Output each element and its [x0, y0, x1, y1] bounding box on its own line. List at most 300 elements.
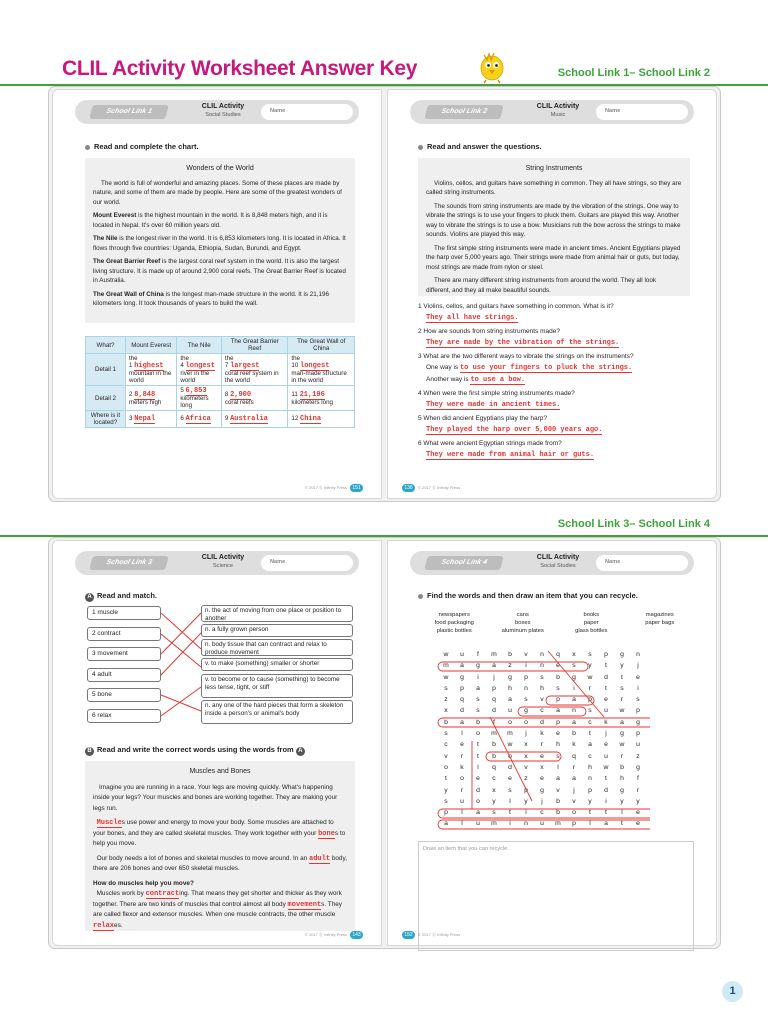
grid-letter[interactable]: l: [509, 797, 511, 805]
grid-letter[interactable]: e: [604, 741, 608, 749]
grid-letter[interactable]: b: [556, 809, 560, 817]
grid-letter[interactable]: t: [621, 673, 623, 681]
grid-letter[interactable]: z: [508, 662, 512, 670]
grid-letter[interactable]: t: [445, 775, 447, 783]
grid-letter[interactable]: m: [443, 662, 449, 670]
grid-letter[interactable]: c: [540, 809, 544, 817]
grid-letter[interactable]: p: [524, 673, 528, 681]
grid-letter[interactable]: a: [572, 696, 576, 704]
grid-letter[interactable]: p: [460, 684, 464, 692]
match-definition: v. to make (something) smaller or shorter: [201, 658, 353, 671]
grid-letter[interactable]: q: [556, 651, 560, 658]
grid-letter[interactable]: z: [444, 696, 448, 704]
grid-letter[interactable]: h: [508, 684, 512, 692]
grid-letter[interactable]: r: [620, 752, 624, 760]
match-word: 3 movement: [87, 647, 161, 661]
grid-letter[interactable]: l: [461, 730, 463, 738]
grid-letter[interactable]: n: [572, 707, 576, 715]
activity-label: CLIL Activity Science: [201, 554, 245, 569]
word-bank-item: aluminum plates: [501, 628, 544, 634]
grid-letter[interactable]: i: [525, 662, 527, 670]
grid-letter[interactable]: g: [620, 730, 624, 738]
grid-letter[interactable]: d: [476, 786, 480, 794]
grid-letter[interactable]: r: [460, 752, 464, 760]
grid-letter[interactable]: s: [476, 696, 480, 704]
section-a-ref-icon: A: [296, 747, 305, 756]
grid-letter[interactable]: b: [556, 797, 560, 805]
grid-letter[interactable]: t: [605, 684, 607, 692]
grid-letter[interactable]: s: [444, 730, 448, 738]
paragraph-bones: Our body needs a lot of bones and skeletal muscles to move around. In an adult body, there are 206 bones and over 650 skeletal muscles.: [93, 854, 347, 872]
grid-letter[interactable]: o: [476, 730, 480, 738]
grid-letter[interactable]: f: [477, 651, 479, 658]
chart-cell: 11 21,196 kilometers long: [288, 386, 355, 411]
grid-letter[interactable]: y: [492, 797, 496, 805]
grid-letter[interactable]: x: [444, 707, 448, 715]
word-bank-item: glass bottles: [575, 628, 608, 634]
grid-letter[interactable]: b: [572, 730, 576, 738]
paragraph: There are many different string instruments from around the world. They all look different, and they all make beautiful sounds.: [426, 277, 657, 294]
grid-letter[interactable]: i: [573, 684, 575, 692]
grid-letter[interactable]: y: [588, 662, 592, 670]
spread-3-4: [48, 537, 721, 949]
grid-letter[interactable]: s: [524, 696, 528, 704]
grid-letter[interactable]: c: [588, 752, 592, 760]
grid-letter[interactable]: n: [636, 651, 640, 658]
grid-letter[interactable]: i: [605, 797, 607, 805]
grid-letter[interactable]: e: [636, 673, 640, 681]
page-number: 143: [350, 931, 363, 939]
grid-letter[interactable]: t: [509, 809, 511, 817]
chick-mascot-icon: [474, 46, 510, 84]
grid-letter[interactable]: k: [572, 741, 576, 749]
name-field[interactable]: Name: [261, 104, 353, 120]
name-field[interactable]: Name: [261, 555, 353, 571]
grid-letter[interactable]: p: [572, 820, 576, 828]
paragraph: Violins, cellos, and guitars have something in common. They all have strings, so they are called string instruments.: [426, 179, 682, 196]
grid-letter[interactable]: y: [620, 797, 624, 805]
word-bank-item: [626, 627, 695, 635]
chart-cell: the 10 longest man-made structure in the world: [288, 354, 355, 386]
grid-letter[interactable]: y: [620, 662, 624, 670]
grid-letter[interactable]: o: [508, 718, 512, 726]
grid-letter[interactable]: d: [540, 718, 544, 726]
grid-letter[interactable]: a: [604, 820, 608, 828]
chart-row-detail-1: [86, 354, 355, 386]
grid-letter[interactable]: a: [556, 707, 560, 715]
grid-letter[interactable]: h: [556, 741, 560, 749]
grid-letter[interactable]: m: [491, 730, 497, 738]
grid-letter[interactable]: w: [603, 763, 609, 771]
grid-letter[interactable]: s: [556, 684, 560, 692]
grid-letter[interactable]: s: [540, 673, 544, 681]
chart-answer: highest: [134, 362, 164, 370]
grid-letter[interactable]: l: [557, 763, 559, 771]
word-bank-item: food packaging: [434, 620, 474, 626]
grid-letter[interactable]: g: [620, 651, 624, 658]
grid-letter[interactable]: u: [604, 752, 608, 760]
grid-letter[interactable]: i: [509, 820, 511, 828]
chart-cell: 8 2,900 coral reefs: [221, 386, 288, 411]
grid-letter[interactable]: p: [444, 809, 448, 817]
page-header: [75, 551, 359, 575]
grid-letter[interactable]: j: [525, 730, 527, 738]
paragraph: The sounds from string instruments are made by the vibration of the strings. One way to vibrate the strings is to use your fingers to pluck them. Guitars are played this way. Another way to vibrate the strings is to use a bow. Musicians rub the bow across the strings to make sounds. Violins are played this way.: [426, 202, 681, 238]
grid-letter[interactable]: z: [636, 752, 640, 760]
question-4: 4 When were the first simple string instruments made? They were made in ancient times.: [418, 390, 575, 409]
drawing-area[interactable]: Draw an item that you can recycle.: [418, 841, 694, 951]
chart-answer: Australia: [230, 415, 268, 423]
chart-answer: 8,848: [134, 390, 156, 399]
word-search-circles: [436, 649, 650, 833]
grid-letter[interactable]: a: [492, 662, 496, 670]
grid-letter[interactable]: q: [492, 696, 496, 704]
grid-letter[interactable]: p: [588, 786, 592, 794]
grid-letter[interactable]: e: [460, 741, 464, 749]
grid-letter[interactable]: n: [524, 820, 528, 828]
grid-letter[interactable]: o: [476, 797, 480, 805]
grid-letter[interactable]: m: [491, 651, 497, 658]
grid-letter[interactable]: r: [572, 763, 576, 771]
grid-letter[interactable]: j: [573, 786, 575, 794]
grid-letter[interactable]: d: [460, 707, 464, 715]
grid-letter[interactable]: w: [587, 673, 593, 681]
grid-letter[interactable]: c: [540, 707, 544, 715]
chart-cell: 6 Africa: [177, 411, 222, 428]
grid-letter[interactable]: o: [524, 718, 528, 726]
grid-letter[interactable]: n: [540, 662, 544, 670]
reading-passage: [418, 158, 690, 296]
grid-letter[interactable]: j: [605, 730, 607, 738]
grid-letter[interactable]: c: [588, 718, 592, 726]
grid-letter[interactable]: g: [636, 718, 640, 726]
bullet-icon: [418, 594, 423, 599]
grid-letter[interactable]: v: [556, 786, 560, 794]
grid-letter[interactable]: c: [492, 775, 496, 783]
chart-row-label: Where is it located?: [86, 411, 126, 428]
chart-answer: 21,196: [299, 390, 325, 399]
grid-letter[interactable]: y: [444, 786, 448, 794]
grid-letter[interactable]: d: [492, 707, 496, 715]
grid-letter[interactable]: r: [540, 741, 544, 749]
grid-letter[interactable]: l: [477, 763, 479, 771]
word-bank-item: paper: [583, 620, 599, 626]
spread-1-2: [48, 86, 721, 502]
grid-letter[interactable]: s: [508, 786, 512, 794]
paragraph-everest: Mount Everest is the highest mountain in the world. It is 8,848 meters high, and it is located in Nepal. It's over 60 million years old.: [93, 212, 328, 229]
grid-letter[interactable]: h: [588, 763, 592, 771]
grid-letter[interactable]: o: [508, 752, 512, 760]
page-number: 151: [350, 484, 363, 492]
grid-letter[interactable]: u: [476, 820, 480, 828]
chart-answer: Africa: [185, 415, 211, 423]
grid-letter[interactable]: x: [524, 741, 528, 749]
grid-letter[interactable]: a: [444, 820, 448, 828]
grid-letter[interactable]: s: [588, 707, 592, 715]
grid-letter[interactable]: g: [572, 673, 576, 681]
grid-letter[interactable]: e: [636, 820, 640, 828]
grid-letter[interactable]: t: [589, 730, 591, 738]
match-definition: n. the act of moving from one place or position to another: [201, 605, 353, 622]
grid-letter[interactable]: n: [540, 651, 544, 658]
grid-letter[interactable]: b: [620, 763, 624, 771]
grid-letter[interactable]: q: [492, 763, 496, 771]
grid-letter[interactable]: e: [540, 775, 544, 783]
grid-letter[interactable]: g: [540, 786, 544, 794]
grid-letter[interactable]: s: [572, 662, 576, 670]
answer-5: They played the harp over 5,000 years ago.: [426, 426, 603, 434]
grid-letter[interactable]: t: [589, 809, 591, 817]
grid-letter[interactable]: u: [636, 741, 640, 749]
grid-letter[interactable]: w: [507, 741, 513, 749]
page-footer: © 2017 Ⓔ Infinity Press 143: [305, 931, 363, 939]
chart-header-cell: What?: [86, 337, 126, 354]
page-number: 152: [402, 931, 415, 939]
grid-letter[interactable]: s: [476, 707, 480, 715]
grid-letter[interactable]: i: [477, 673, 479, 681]
grid-letter[interactable]: z: [524, 775, 528, 783]
grid-letter[interactable]: j: [541, 797, 543, 805]
activity-label: CLIL Activity Social Studies: [201, 103, 245, 118]
answer-6: They were made from animal hair or guts.: [426, 451, 595, 459]
chart-header-cell: Mount Everest: [126, 337, 177, 354]
grid-letter[interactable]: u: [460, 651, 464, 658]
grid-letter[interactable]: e: [556, 730, 560, 738]
word-bank-item: books: [583, 612, 599, 618]
chart-answer: largest: [230, 362, 260, 370]
grid-letter[interactable]: y: [636, 797, 640, 805]
grid-letter[interactable]: e: [508, 775, 512, 783]
grid-letter[interactable]: r: [588, 684, 592, 692]
match-word: 4 adult: [87, 668, 161, 682]
grid-letter[interactable]: k: [540, 730, 544, 738]
chart-header-cell: The Great Barrier Reef: [221, 337, 288, 354]
grid-letter[interactable]: y: [588, 797, 592, 805]
chart-header-cell: The Great Wall of China: [288, 337, 355, 354]
match-word: 2 contract: [87, 627, 161, 641]
grid-letter[interactable]: h: [620, 775, 624, 783]
grid-letter[interactable]: r: [636, 786, 640, 794]
reading-title: String Instruments: [525, 165, 583, 172]
grid-letter[interactable]: e: [636, 809, 640, 817]
grid-letter[interactable]: p: [524, 786, 528, 794]
page-school-link-4: [387, 540, 717, 946]
name-field[interactable]: Name: [596, 104, 688, 120]
grid-letter[interactable]: f: [493, 718, 495, 726]
grid-letter[interactable]: k: [460, 763, 464, 771]
grid-letter[interactable]: l: [461, 820, 463, 828]
school-link-tag: School Link 3: [89, 556, 168, 570]
grid-letter[interactable]: u: [508, 707, 512, 715]
grid-letter[interactable]: b: [556, 673, 560, 681]
grid-letter[interactable]: s: [444, 797, 448, 805]
grid-letter[interactable]: a: [476, 684, 480, 692]
grid-letter[interactable]: b: [492, 741, 496, 749]
grid-letter[interactable]: o: [460, 775, 464, 783]
grid-letter[interactable]: g: [620, 786, 624, 794]
grid-letter[interactable]: s: [444, 684, 448, 692]
grid-letter[interactable]: k: [604, 718, 608, 726]
match-word: 6 relax: [87, 709, 161, 723]
grid-letter[interactable]: e: [476, 775, 480, 783]
grid-letter[interactable]: i: [637, 684, 639, 692]
grid-letter[interactable]: g: [636, 763, 640, 771]
page-number-badge: 1: [722, 981, 743, 1002]
grid-letter[interactable]: r: [620, 696, 624, 704]
grid-letter[interactable]: t: [605, 809, 607, 817]
grid-letter[interactable]: a: [476, 809, 480, 817]
paragraph-wall: The Great Wall of China is the longest man-made structure in the world. It is 21,196 kilometers long. It took thousands of years to build the wall.: [93, 290, 329, 307]
grid-letter[interactable]: e: [604, 696, 608, 704]
word-bank-item: magazines: [645, 612, 674, 618]
grid-letter[interactable]: d: [604, 673, 608, 681]
grid-letter[interactable]: v: [524, 651, 528, 658]
worksheet-title: CLIL Activity Worksheet Answer Key: [62, 57, 418, 80]
word-bank-item: newspapers: [438, 612, 470, 618]
grid-letter[interactable]: y: [524, 797, 528, 805]
grid-letter[interactable]: v: [572, 797, 576, 805]
grid-letter[interactable]: a: [620, 718, 624, 726]
grid-letter[interactable]: q: [572, 752, 576, 760]
grid-letter[interactable]: s: [588, 651, 592, 658]
grid-letter[interactable]: v: [444, 752, 448, 760]
grid-letter[interactable]: g: [524, 707, 528, 715]
grid-letter[interactable]: g: [508, 673, 512, 681]
grid-letter[interactable]: o: [444, 763, 448, 771]
grid-letter[interactable]: p: [604, 651, 608, 658]
grid-letter[interactable]: a: [508, 696, 512, 704]
grid-letter[interactable]: u: [540, 820, 544, 828]
grid-letter[interactable]: p: [492, 684, 496, 692]
grid-letter[interactable]: q: [460, 696, 464, 704]
grid-letter[interactable]: t: [477, 741, 479, 749]
name-field[interactable]: Name: [596, 555, 688, 571]
grid-letter[interactable]: u: [604, 707, 608, 715]
reading-title: Wonders of the World: [186, 165, 254, 172]
grid-letter[interactable]: w: [619, 741, 625, 749]
word-bank: [420, 611, 694, 635]
grid-letter[interactable]: b: [476, 718, 480, 726]
grid-letter[interactable]: a: [460, 662, 464, 670]
chart-row-location: [86, 411, 355, 428]
grid-letter[interactable]: g: [476, 662, 480, 670]
grid-letter[interactable]: i: [525, 809, 527, 817]
page-header: [410, 100, 694, 124]
grid-letter[interactable]: j: [493, 673, 495, 681]
grid-letter[interactable]: c: [444, 741, 448, 749]
grid-letter[interactable]: w: [443, 673, 449, 681]
grid-letter[interactable]: s: [636, 696, 640, 704]
bullet-icon: [418, 145, 423, 150]
grid-letter[interactable]: m: [507, 730, 513, 738]
grid-letter[interactable]: p: [556, 718, 560, 726]
page-footer: 152 © 2017 Ⓔ Infinity Press: [402, 931, 460, 939]
grid-letter[interactable]: a: [572, 718, 576, 726]
page-number: 136: [402, 484, 415, 492]
chart-answer: China: [300, 415, 322, 423]
grid-letter[interactable]: b: [444, 718, 448, 726]
school-link-tag: School Link 1: [89, 105, 168, 119]
grid-letter[interactable]: p: [636, 707, 640, 715]
grid-letter[interactable]: n: [524, 684, 528, 692]
grid-letter[interactable]: a: [588, 741, 592, 749]
grid-letter[interactable]: l: [461, 809, 463, 817]
grid-letter[interactable]: g: [460, 673, 464, 681]
grid-letter[interactable]: r: [460, 786, 464, 794]
paragraph: Imagine you are running in a race. Your legs are moving quickly. What's happening inside your legs? Your muscles and bones are working together. They are making your legs run.: [93, 783, 338, 812]
grid-letter[interactable]: p: [556, 696, 560, 704]
grid-letter[interactable]: w: [619, 707, 625, 715]
grid-letter[interactable]: x: [492, 786, 496, 794]
question-list: [418, 302, 693, 464]
grid-letter[interactable]: m: [555, 820, 561, 828]
grid-letter[interactable]: f: [637, 775, 639, 783]
grid-letter[interactable]: l: [621, 809, 623, 817]
activity-label: CLIL Activity Social Studies: [536, 554, 580, 569]
grid-letter[interactable]: o: [572, 809, 576, 817]
word-bank-item: plastic bottles: [436, 628, 472, 634]
chart-answer: longest: [185, 362, 215, 370]
grid-letter[interactable]: w: [443, 651, 449, 658]
chart-header-cell: The Nile: [177, 337, 222, 354]
chart-cell: 3 Nepal: [126, 411, 177, 428]
grid-letter[interactable]: m: [491, 820, 497, 828]
grid-letter[interactable]: x: [572, 651, 576, 658]
section-b-icon: B: [85, 747, 94, 756]
grid-letter[interactable]: t: [621, 820, 623, 828]
grid-letter[interactable]: a: [556, 775, 560, 783]
grid-letter[interactable]: t: [477, 752, 479, 760]
question-1: 1 Violins, cellos, and guitars have something in common. What is it? They all have strings.: [418, 303, 614, 322]
grid-letter[interactable]: d: [508, 763, 512, 771]
grid-letter[interactable]: s: [620, 684, 624, 692]
grid-letter[interactable]: e: [540, 752, 544, 760]
grid-letter[interactable]: s: [556, 752, 560, 760]
grid-letter[interactable]: t: [605, 662, 607, 670]
instruction: Read and answer the questions.: [418, 142, 542, 151]
paragraph-how: How do muscles help you move? Muscles work by contracting. That means they get shorter and thicker as they work together. There are two kinds of muscles that control almost all body movements. They are called flexor and extensor muscles. When one muscle contracts, the other muscle relaxes.: [93, 879, 342, 930]
chart-cell: 9 Australia: [221, 411, 288, 428]
grid-letter[interactable]: x: [524, 752, 528, 760]
grid-letter[interactable]: x: [540, 763, 544, 771]
grid-letter[interactable]: h: [540, 684, 544, 692]
answer-3b: to use a bow.: [470, 376, 526, 384]
paragraph: The world is full of wonderful and amazing places. Some of these places are made by nature, and some of them are made by people. Here are some of the greatest wonders of our world.: [93, 179, 342, 206]
grid-letter[interactable]: u: [460, 797, 464, 805]
grid-letter[interactable]: l: [589, 820, 591, 828]
grid-letter[interactable]: e: [556, 662, 560, 670]
grid-letter[interactable]: t: [605, 775, 607, 783]
grid-letter[interactable]: b: [492, 752, 496, 760]
grid-letter[interactable]: a: [460, 718, 464, 726]
wonders-chart: [85, 336, 355, 428]
grid-letter[interactable]: d: [604, 786, 608, 794]
instruction-b: B Read and write the correct words using the words from A: [85, 745, 308, 756]
word-bank-item: paper bags: [645, 620, 675, 626]
grid-letter[interactable]: v: [524, 763, 528, 771]
grid-letter[interactable]: v: [540, 696, 544, 704]
grid-letter[interactable]: j: [637, 662, 639, 670]
grid-letter[interactable]: s: [492, 809, 496, 817]
grid-letter[interactable]: a: [572, 775, 576, 783]
grid-letter[interactable]: n: [588, 775, 592, 783]
chart-row-label: Detail 2: [86, 386, 126, 411]
grid-letter[interactable]: p: [636, 730, 640, 738]
chart-cell: the 4 longest river in the world: [177, 354, 222, 386]
grid-letter[interactable]: b: [508, 651, 512, 658]
grid-letter[interactable]: p: [588, 696, 592, 704]
chart-cell: the 7 largest coral reef system in the world: [221, 354, 288, 386]
